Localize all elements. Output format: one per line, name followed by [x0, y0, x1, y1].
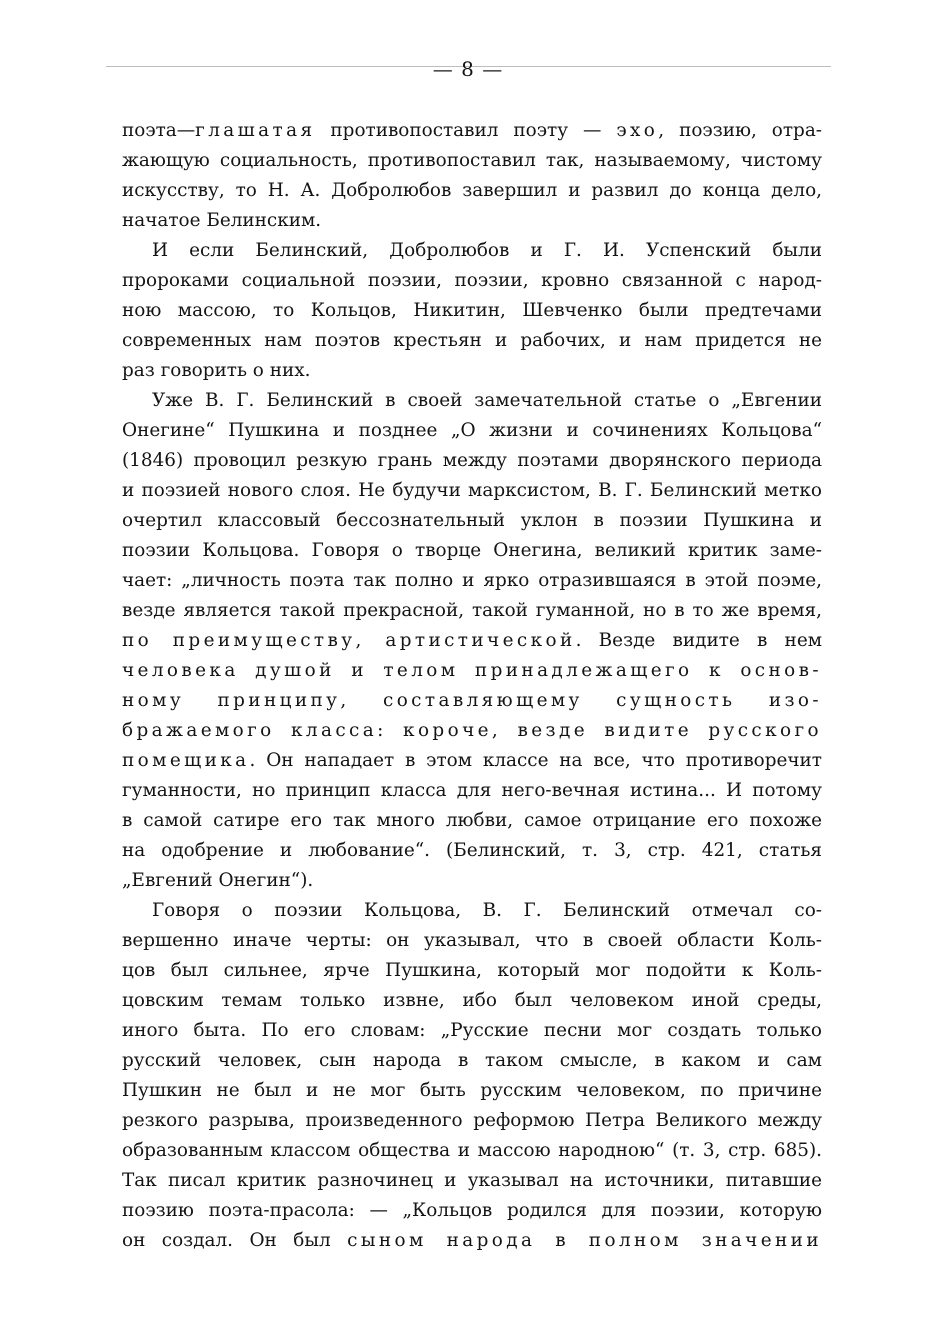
- text-segment: (1846) провоцил резкую грань между поэтами дворянского периода: [122, 450, 822, 471]
- text-line: [122, 716, 822, 746]
- text-segment: и поэзией нового слоя. Не будучи марксистом, В. Г. Белинский метко: [122, 480, 822, 501]
- text-line: [122, 1166, 822, 1196]
- text-line: [122, 296, 822, 326]
- text-segment: он создал. Он был: [122, 1230, 348, 1251]
- text-line: [122, 686, 822, 716]
- text-segment: Так писал критик разночинец и указывал на источники, питавшие: [122, 1170, 822, 1191]
- text-segment: резкого разрыва, произведенного реформою Петра Великого между: [122, 1110, 822, 1131]
- text-segment: гуманности, но принцип класса для него-вечная истина... И потому: [122, 780, 822, 801]
- text-segment: чает: „личность поэта так полно и ярко отразившаяся в этой поэме,: [122, 570, 822, 591]
- text-line: [122, 566, 822, 596]
- text-segment: русский человек, сын народа в таком смысле, в каком и сам: [122, 1050, 822, 1071]
- text-segment: цовским темам только извне, ибо был человеком иной среды,: [122, 990, 822, 1011]
- text-line: [122, 896, 822, 926]
- text-segment: иного быта. По его словам: „Русские песни мог создать только: [122, 1020, 822, 1041]
- text-segment: . Везде видите в нем: [575, 630, 823, 651]
- text-line: [122, 416, 822, 446]
- text-line: [122, 116, 822, 146]
- text-segment: ною массою, то Кольцов, Никитин, Шевченко были предтечами: [122, 300, 822, 321]
- text-line: [122, 926, 822, 956]
- spaced-emphasis-text: эхо: [616, 120, 659, 141]
- text-line: [122, 446, 822, 476]
- text-line: [122, 536, 822, 566]
- text-segment: противопоставил поэту —: [315, 120, 617, 141]
- text-line: [122, 1016, 822, 1046]
- text-segment: пророками социальной поэзии, поэзии, кровно связанной с народ-: [122, 270, 822, 291]
- text-line: [122, 1196, 822, 1226]
- text-segment: Пушкин не был и не мог быть русским человеком, по причине: [122, 1080, 822, 1101]
- text-line: [122, 1106, 822, 1136]
- text-line: [122, 326, 822, 356]
- spaced-emphasis-text: глашатая: [195, 120, 316, 141]
- text-line: [122, 266, 822, 296]
- text-line: [122, 626, 822, 656]
- text-line: [122, 986, 822, 1016]
- text-line: [122, 146, 822, 176]
- spaced-emphasis-text: бражаемого класса: короче, везде видите русского: [122, 720, 822, 741]
- text-line: [122, 596, 822, 626]
- text-segment: вершенно иначе черты: он указывал, что в своей области Коль-: [122, 930, 822, 951]
- text-line: [122, 236, 822, 266]
- text-line: [122, 1226, 822, 1256]
- text-line: [122, 506, 822, 536]
- text-line: [122, 356, 822, 386]
- text-segment: везде является такой прекрасной, такой гуманной, но в то же время,: [122, 600, 822, 621]
- text-segment: „Евгений Онегин“).: [122, 870, 314, 891]
- spaced-emphasis-text: по преимуществу, артистической: [122, 630, 576, 651]
- text-segment: Уже В. Г. Белинский в своей замечательной статье о „Евгении: [152, 390, 822, 411]
- text-segment: начатое Белинским.: [122, 210, 322, 231]
- text-segment: на одобрение и любование“. (Белинский, т. 3, стр. 421, статья: [122, 840, 822, 861]
- text-segment: поэзии Кольцова. Говоря о творце Онегина, великий критик заме-: [122, 540, 822, 561]
- text-segment: Онегине“ Пушкина и позднее „О жизни и сочинениях Кольцова“: [122, 420, 822, 441]
- text-line: [122, 866, 822, 896]
- text-segment: . Он нападает в этом классе на все, что противоречит: [249, 750, 822, 771]
- spaced-emphasis-text: ному принципу, составляющему сущность изо-: [122, 690, 822, 711]
- text-line: [122, 176, 822, 206]
- text-line: [122, 206, 822, 236]
- text-segment: поэта—: [122, 120, 196, 141]
- text-segment: , поэзию, отра-: [658, 120, 823, 141]
- text-line: [122, 956, 822, 986]
- text-segment: Говоря о поэзии Кольцова, В. Г. Белинский отмечал со-: [152, 900, 822, 921]
- text-segment: современных нам поэтов крестьян и рабочих, и нам придется не: [122, 330, 822, 351]
- text-line: [122, 1076, 822, 1106]
- text-segment: искусству, то Н. А. Добролюбов завершил и развил до конца дело,: [122, 180, 822, 201]
- text-line: [122, 776, 822, 806]
- spaced-emphasis-text: человека душой и телом принадлежащего к основ-: [122, 660, 822, 681]
- spaced-emphasis-text: сыном народа в полном значении: [347, 1230, 822, 1251]
- body-text: [122, 116, 822, 1256]
- text-segment: очертил классовый бессознательный уклон в поэзии Пушкина и: [122, 510, 822, 531]
- text-line: [122, 746, 822, 776]
- text-line: [122, 806, 822, 836]
- spaced-emphasis-text: помещика: [122, 750, 250, 771]
- text-segment: жающую социальность, противопоставил так, называемому, чистому: [122, 150, 822, 171]
- text-segment: цов был сильнее, ярче Пушкина, который мог подойти к Коль-: [122, 960, 822, 981]
- text-segment: поэзию поэта-прасола: — „Кольцов родился для поэзии, которую: [122, 1200, 822, 1221]
- text-line: [122, 1136, 822, 1166]
- text-line: [122, 386, 822, 416]
- text-line: [122, 1046, 822, 1076]
- text-segment: раз говорить о них.: [122, 360, 311, 381]
- text-segment: И если Белинский, Добролюбов и Г. И. Успенский были: [152, 240, 822, 261]
- text-line: [122, 836, 822, 866]
- text-line: [122, 656, 822, 686]
- text-segment: в самой сатире его так много любви, самое отрицание его похоже: [122, 810, 822, 831]
- text-line: [122, 476, 822, 506]
- page-number: — 8 —: [432, 57, 504, 81]
- text-segment: образованным классом общества и массою народною“ (т. 3, стр. 685).: [122, 1140, 822, 1161]
